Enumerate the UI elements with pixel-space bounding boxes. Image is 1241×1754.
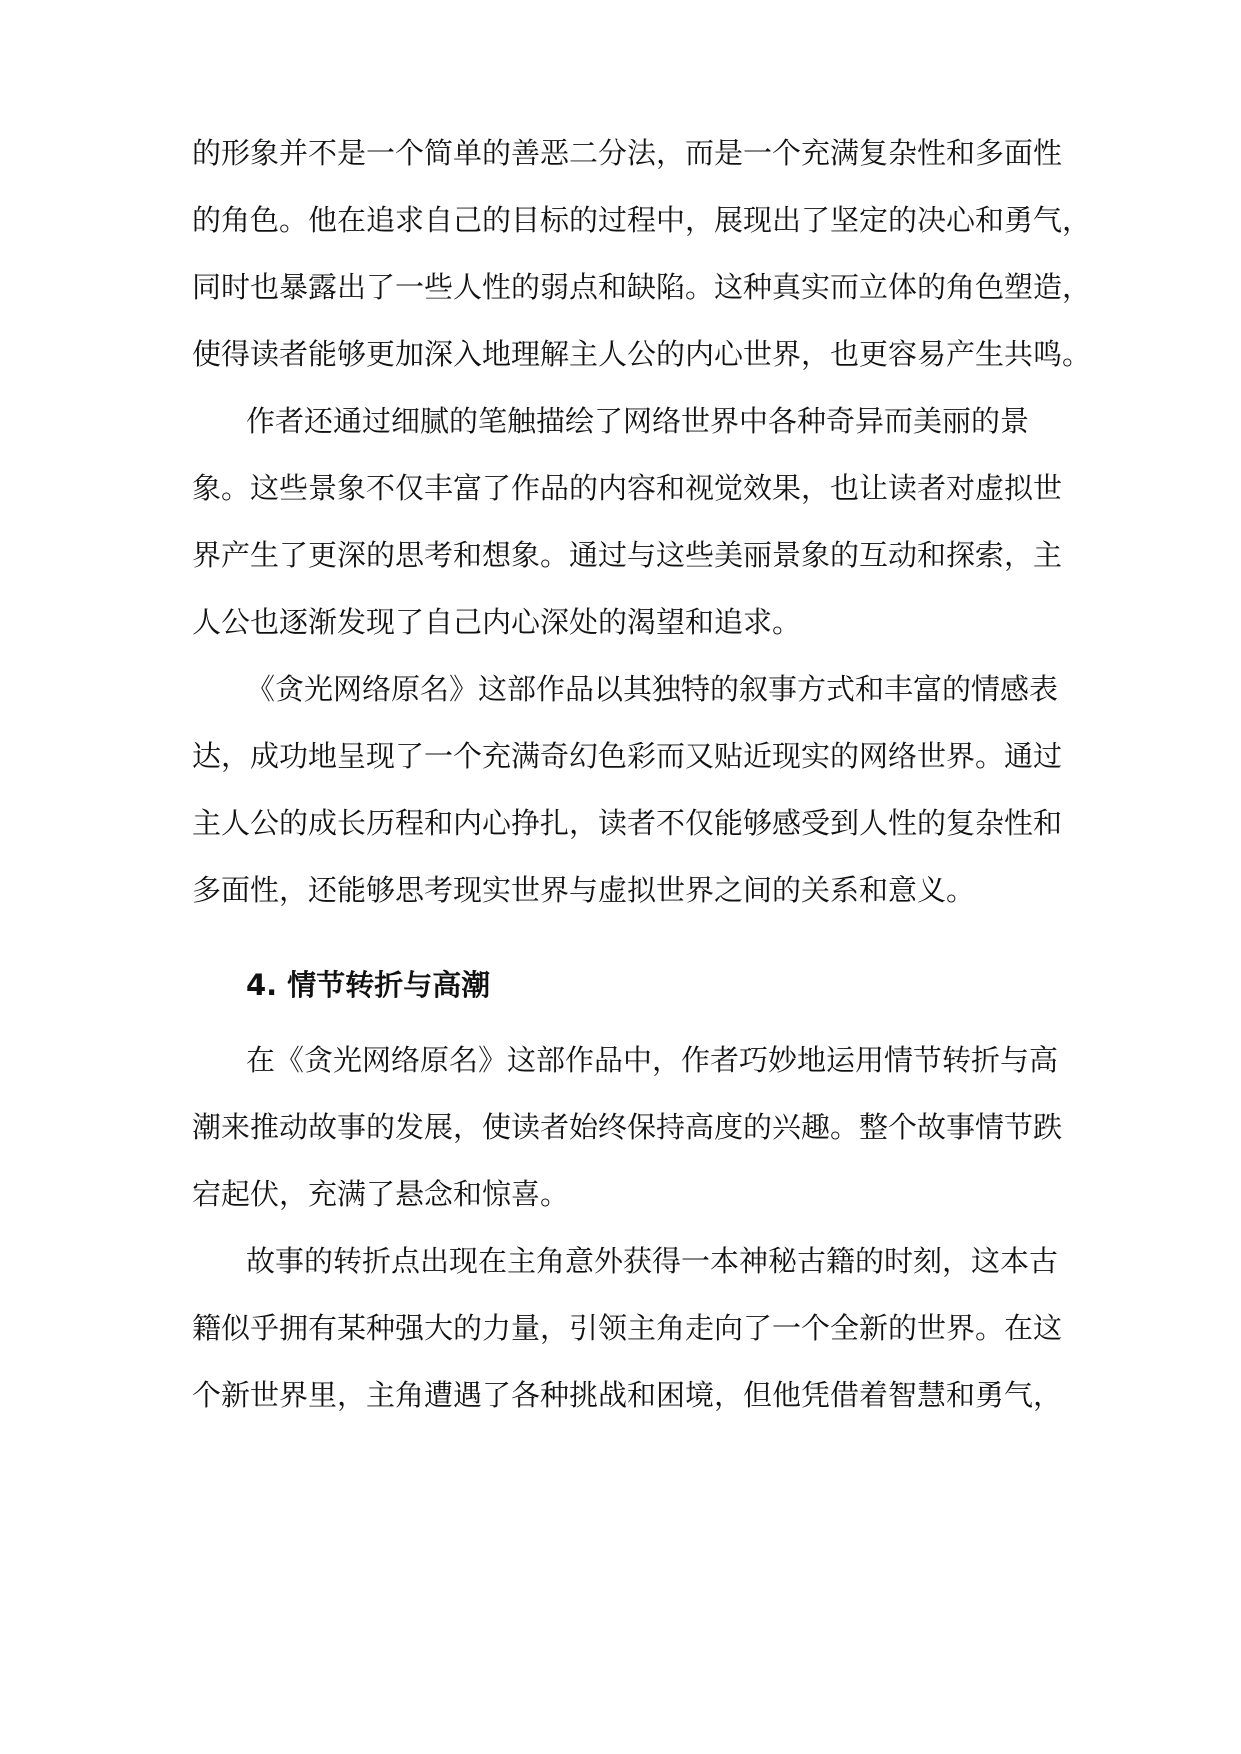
text-line: 主人公的成长历程和内心挣扎，读者不仅能够感受到人性的复杂性和 [192, 806, 1063, 840]
text-line: 的角色。他在追求自己的目标的过程中，展现出了坚定的决心和勇气， [192, 203, 1092, 237]
text-line: 人公也逐渐发现了自己内心深处的渴望和追求。 [192, 605, 802, 639]
text-line: 在《贪光网络原名》这部作品中，作者巧妙地运用情节转折与高 [246, 1043, 1059, 1077]
text-line: 《贪光网络原名》这部作品以其独特的叙事方式和丰富的情感表 [246, 672, 1059, 706]
text-line: 达，成功地呈现了一个充满奇幻色彩而又贴近现实的网络世界。通过 [192, 739, 1063, 773]
section-heading: 4. 情节转折与高潮 [246, 968, 491, 1002]
text-line: 多面性，还能够思考现实世界与虚拟世界之间的关系和意义。 [192, 873, 976, 907]
text-line: 潮来推动故事的发展，使读者始终保持高度的兴趣。整个故事情节跌 [192, 1110, 1063, 1144]
text-line: 象。这些景象不仅丰富了作品的内容和视觉效果，也让读者对虚拟世 [192, 471, 1063, 505]
text-line: 同时也暴露出了一些人性的弱点和缺陷。这种真实而立体的角色塑造， [192, 270, 1092, 304]
text-line: 使得读者能够更加深入地理解主人公的内心世界，也更容易产生共鸣。 [192, 337, 1092, 371]
text-line: 界产生了更深的思考和想象。通过与这些美丽景象的互动和探索，主 [192, 538, 1063, 572]
text-line: 籍似乎拥有某种强大的力量，引领主角走向了一个全新的世界。在这 [192, 1311, 1063, 1345]
text-line: 的形象并不是一个简单的善恶二分法，而是一个充满复杂性和多面性 [192, 136, 1063, 170]
text-line: 个新世界里，主角遭遇了各种挑战和困境，但他凭借着智慧和勇气， [192, 1378, 1063, 1412]
text-line: 作者还通过细腻的笔触描绘了网络世界中各种奇异而美丽的景 [246, 404, 1030, 438]
text-line: 宕起伏，充满了悬念和惊喜。 [192, 1177, 570, 1211]
text-line: 故事的转折点出现在主角意外获得一本神秘古籍的时刻，这本古 [246, 1244, 1059, 1278]
